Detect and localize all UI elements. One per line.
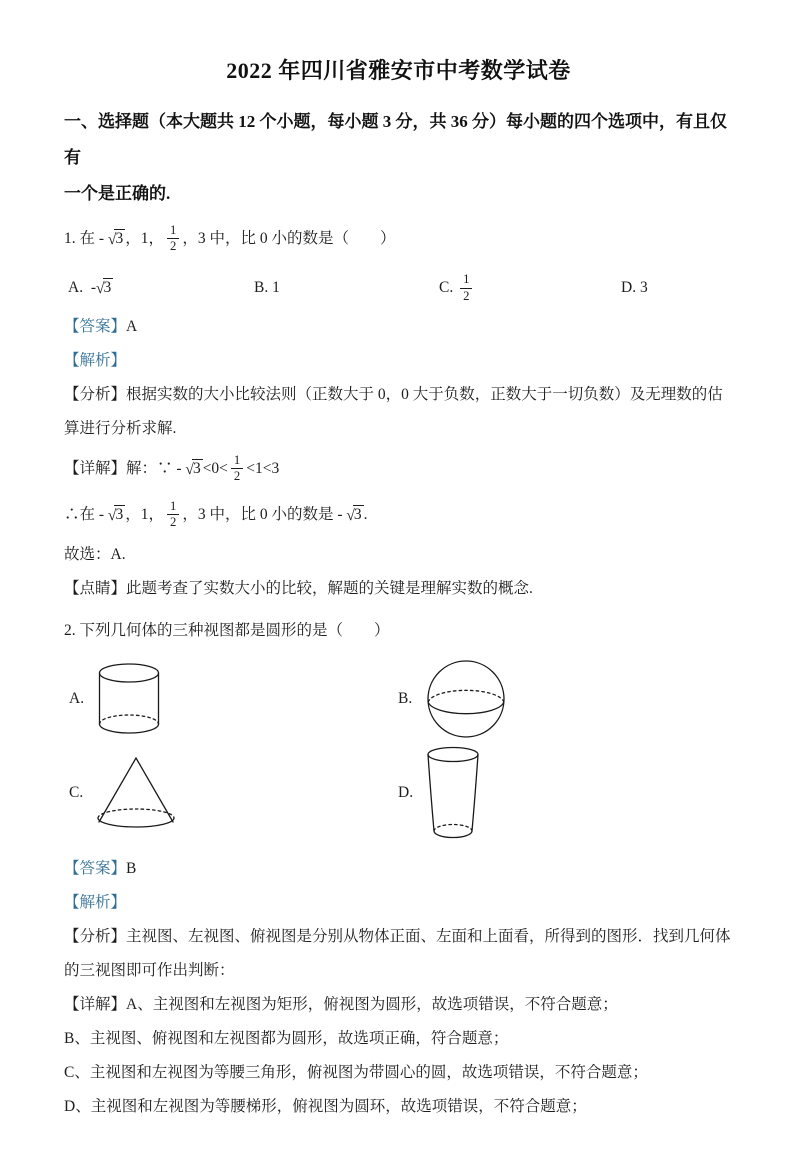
jiexi-tag: 【解析】 — [64, 894, 127, 911]
question-2-stem: 2. 下列几何体的三种视图都是圆形的是（ ） — [64, 622, 390, 639]
sqrt-3: √3 — [107, 230, 124, 248]
q2-figure-row-1 — [64, 660, 733, 738]
option-b: B. 1 — [254, 279, 280, 296]
question-1-dianjing: 【点睛】此题考查了实数大小的比较，解题的关键是理解实数的概念. — [64, 580, 533, 597]
figure-b-label: B. — [398, 690, 413, 707]
answer-tag: 【答案】 — [64, 318, 127, 335]
sqrt-3: √3 — [185, 460, 201, 478]
section-heading-line2: 一个是正确的. — [64, 184, 171, 203]
fraction-one-half: $\frac{1}{2}$ — [167, 224, 179, 254]
option-a: A. - √3 — [64, 268, 254, 308]
question-1-answer — [64, 310, 733, 344]
figure-c-label: C. — [69, 784, 84, 801]
option-c: C. $\frac{1}{2}$ — [439, 268, 621, 308]
jiexi-tag: 【解析】 — [64, 352, 127, 369]
answer-value: A — [126, 318, 138, 335]
q2-figure-b — [398, 660, 733, 738]
answer-value: B — [126, 860, 137, 877]
question-1-stem: 1. 在 - √3 ，1， $\frac{1}{2}$ ，3 中，比 0 小的数是（ ） — [64, 222, 396, 253]
question-2-detail-c: C、主视图和左视图为等腰三角形，俯视图为带圆心的圆，故选项错误，不符合题意； — [64, 1064, 648, 1081]
section-heading-line1: 一、选择题（本大题共 12 个小题，每小题 3 分，共 36 分）每小题的四个选项中，有且仅有 — [64, 112, 727, 167]
question-2-detail-b: B、主视图、俯视图和左视图都为圆形，故选项正确，符合题意； — [64, 1030, 509, 1047]
question-2-detail-a: 【详解】A、主视图和左视图为矩形，俯视图为圆形，故选项错误，不符合题意； — [64, 996, 618, 1013]
cone-figure — [97, 756, 175, 830]
fraction-one-half: $\frac{1}{2}$ — [460, 273, 472, 303]
frustum-cup-figure — [427, 746, 479, 840]
page-title: 2022 年四川省雅安市中考数学试卷 — [226, 58, 571, 83]
question-2-fenxi: 【分析】主视图、左视图、俯视图是分别从物体正面、左面和上面看，所得到的图形．找到几何体的三视图即可作出判断： — [64, 928, 731, 979]
question-1-fenxi: 【分析】根据实数的大小比较法则（正数大于 0，0 大于负数，正数大于一切负数）及无理数的估算进行分析求解. — [64, 386, 723, 437]
q2-figure-a — [64, 662, 398, 736]
q2-figure-row-2 — [64, 746, 733, 840]
sqrt-3: √3 — [107, 506, 124, 524]
sqrt-3: √3 — [346, 506, 362, 524]
answer-tag: 【答案】 — [64, 860, 127, 877]
question-1-detail: 【详解】解：∵ - √3 <0< $\frac{1}{2}$ <1<3 — [64, 452, 280, 483]
sphere-figure — [426, 660, 506, 738]
question-1-jiexi — [64, 344, 733, 378]
question-1-options — [64, 268, 733, 308]
figure-a-label: A. — [69, 690, 85, 707]
sqrt-3: √3 — [96, 279, 112, 297]
question-2-answer — [64, 852, 733, 886]
figure-d-label: D. — [398, 784, 414, 801]
question-1-choose: 故选：A. — [64, 546, 126, 563]
q2-figure-d — [398, 746, 733, 840]
question-2-jiexi — [64, 886, 733, 920]
fraction-one-half: $\frac{1}{2}$ — [167, 500, 179, 530]
section-heading — [64, 104, 733, 212]
question-2-detail-d: D、主视图和左视图为等腰梯形，俯视图为圆环，故选项错误，不符合题意； — [64, 1098, 587, 1115]
cylinder-figure — [98, 662, 160, 736]
q2-figure-c — [64, 756, 398, 830]
option-d: D. 3 — [621, 279, 648, 296]
question-1-conclusion: ∴在 - √3 ，1， $\frac{1}{2}$ ，3 中，比 0 小的数是 - √3 . — [64, 498, 368, 529]
fraction-one-half: $\frac{1}{2}$ — [231, 454, 243, 484]
